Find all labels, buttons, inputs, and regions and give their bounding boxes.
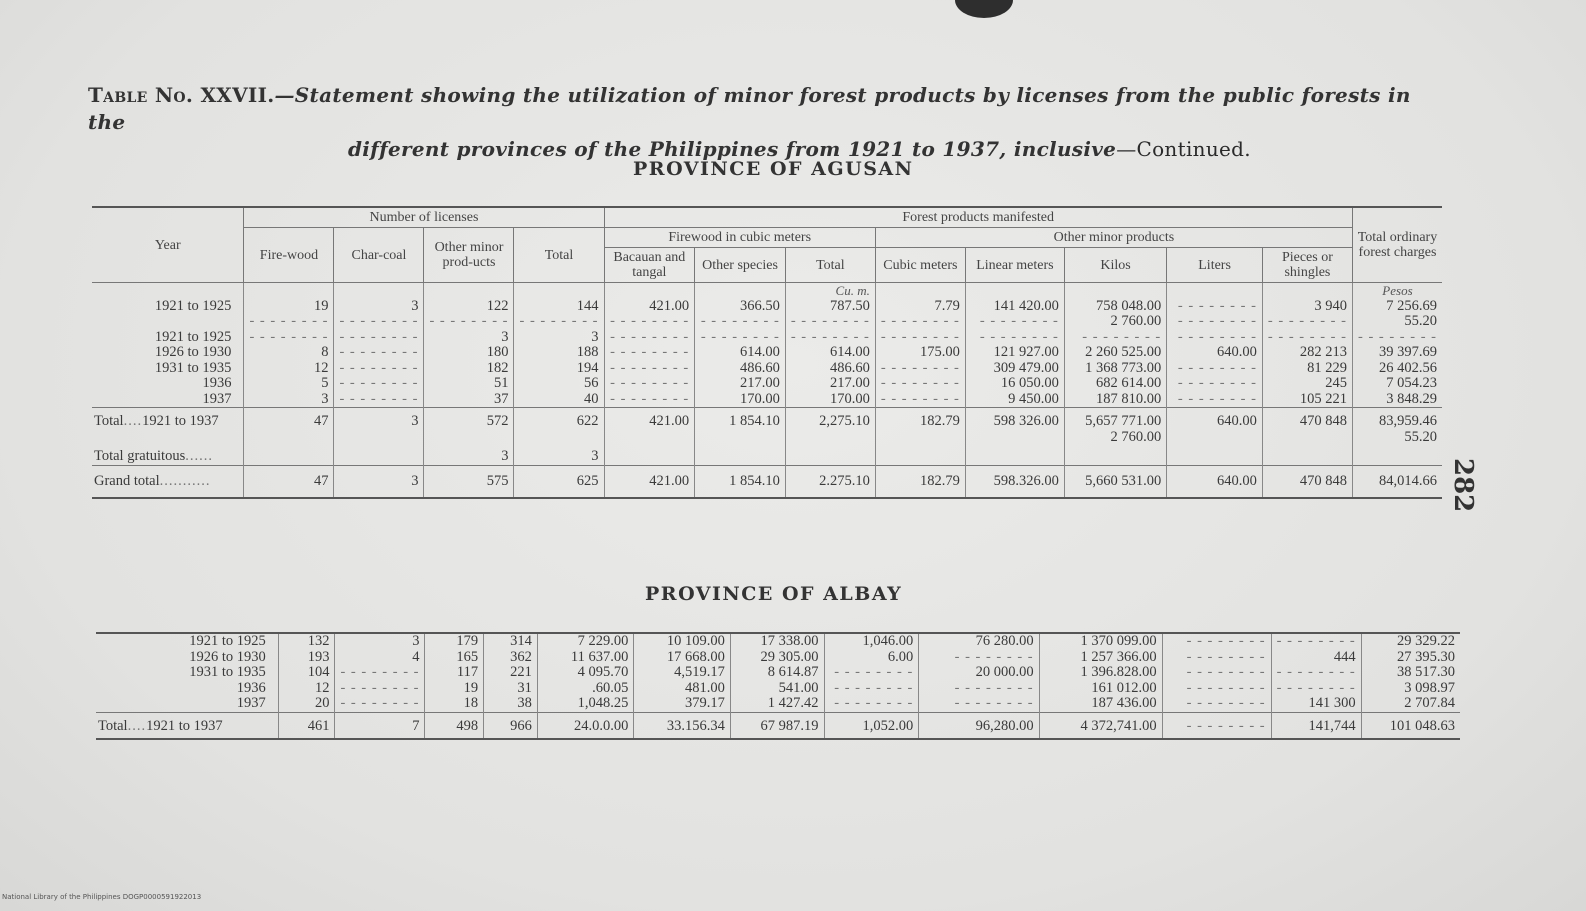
agusan-table <box>92 206 1442 499</box>
albay-totals <box>96 712 1460 739</box>
col-charcoal: Char-coal <box>334 228 424 283</box>
agusan-cell: 121 927.00 <box>965 345 1064 361</box>
agusan-cell: - - - - - - - - <box>334 376 424 392</box>
albay-total-cell: 1,052.00 <box>824 712 919 739</box>
albay-total-years: 1921 to 1937 <box>146 717 223 734</box>
albay-cell: 132 <box>278 633 335 650</box>
agusan-cell: 758 048.00 <box>1064 299 1166 315</box>
agusan-cell: 3 <box>514 330 604 346</box>
albay-cell: 141 300 <box>1271 696 1361 712</box>
agusan-year-cell: 1926 to 1930 <box>154 344 232 360</box>
agusan-cell: 2 760.00 <box>1064 314 1166 330</box>
albay-row <box>96 650 1460 666</box>
grand-cell: 640.00 <box>1167 465 1263 498</box>
albay-cell: 2 707.84 <box>1361 696 1460 712</box>
col-firewood-cubic: Firewood in cubic meters <box>604 228 875 248</box>
agusan-cell: - - - - - - - - <box>965 314 1064 330</box>
total-charges-extra: 55.20 <box>1404 428 1437 445</box>
agusan-cell: 8 <box>244 345 334 361</box>
albay-total-cell: 96,280.00 <box>919 712 1039 739</box>
albay-cell: 27 395.30 <box>1361 650 1460 666</box>
albay-cell: 19 <box>425 681 484 697</box>
agusan-row <box>92 299 1442 315</box>
gratuitous-cell: 3 <box>424 449 514 465</box>
agusan-cell: - - - - - - - - <box>604 376 695 392</box>
albay-cell: 187 436.00 <box>1039 696 1162 712</box>
agusan-cell: 217.00 <box>695 376 786 392</box>
grand-cell: 421.00 <box>604 465 695 498</box>
agusan-cell: - - - - - - - - <box>875 376 965 392</box>
agusan-cell: 3 848.29 <box>1352 392 1442 408</box>
albay-cell: 1,048.25 <box>537 696 633 712</box>
albay-total-cell: 7 <box>335 712 425 739</box>
agusan-cell: - - - - - - - - <box>334 345 424 361</box>
albay-total-cell: 461 <box>278 712 335 739</box>
albay-cell: 314 <box>484 633 538 650</box>
agusan-cell: 787.50 <box>785 299 875 315</box>
albay-cell: 362 <box>484 650 538 666</box>
col-pieces: Pieces or shingles <box>1262 248 1352 283</box>
agusan-cell: 187 810.00 <box>1064 392 1166 408</box>
agusan-cell: - - - - - - - - <box>1352 330 1442 346</box>
albay-cell: 17 668.00 <box>634 650 731 666</box>
agusan-row <box>92 314 1442 330</box>
albay-rows <box>96 633 1460 712</box>
albay-cell: - - - - - - - - <box>1162 665 1271 681</box>
col-cubic-meters: Cubic meters <box>875 248 965 283</box>
agusan-cell: - - - - - - - - <box>334 330 424 346</box>
albay-cell: 31 <box>484 681 538 697</box>
albay-cell: 29 329.22 <box>1361 633 1460 650</box>
albay-year-cell: 1937 <box>236 695 266 711</box>
agusan-cell: 3 <box>244 392 334 408</box>
agusan-cell: 188 <box>514 345 604 361</box>
agusan-cell: - - - - - - - - <box>604 330 695 346</box>
agusan-year-cell: 1921 to 1925 <box>154 297 232 314</box>
agusan-cell: 105 221 <box>1262 392 1352 408</box>
unit-cubic-meters: Cu. m. <box>785 283 875 299</box>
albay-cell: 18 <box>425 696 484 712</box>
grand-cell: 598.326.00 <box>965 465 1064 498</box>
total-cell: 1 854.10 <box>695 408 786 450</box>
albay-cell: - - - - - - - - <box>1162 696 1271 712</box>
agusan-cell: - - - - - - - - <box>604 314 695 330</box>
albay-cell: 76 280.00 <box>919 633 1039 650</box>
albay-row <box>96 681 1460 697</box>
col-liters: Liters <box>1167 248 1263 283</box>
albay-cell: 104 <box>278 665 335 681</box>
albay-cell: - - - - - - - - <box>919 650 1039 666</box>
grand-cell: 5,660 531.00 <box>1064 465 1166 498</box>
albay-cell: 8 614.87 <box>730 665 824 681</box>
albay-cell: 20 <box>278 696 335 712</box>
albay-cell: 444 <box>1271 650 1361 666</box>
total-cell: 421.00 <box>604 408 695 450</box>
albay-cell: 38 <box>484 696 538 712</box>
agusan-cell: 40 <box>514 392 604 408</box>
albay-cell: 117 <box>425 665 484 681</box>
agusan-cell: 5 <box>244 376 334 392</box>
units-row <box>92 283 1442 299</box>
albay-total-row <box>96 712 1460 739</box>
col-kilos: Kilos <box>1064 248 1166 283</box>
albay-total-cell: 67 987.19 <box>730 712 824 739</box>
albay-cell: 29 305.00 <box>730 650 824 666</box>
agusan-year-cell: 1936 <box>202 375 232 391</box>
col-forest-products: Forest products manifested <box>604 207 1352 228</box>
agusan-cell: - - - - - - - - <box>334 314 424 330</box>
total-kilos-extra: 2 760.00 <box>1110 428 1162 445</box>
albay-row <box>96 633 1460 650</box>
col-bacauan: Bacauan and tangal <box>604 248 695 283</box>
albay-cell: - - - - - - - - <box>824 681 919 697</box>
agusan-cell: 175.00 <box>875 345 965 361</box>
gratuitous-cell: 3 <box>514 449 604 465</box>
total-label <box>92 408 244 450</box>
agusan-row <box>92 392 1442 408</box>
albay-cell: 541.00 <box>730 681 824 697</box>
province-heading-albay: PROVINCE OF ALBAY <box>645 583 903 605</box>
agusan-cell: 19 <box>244 299 334 315</box>
agusan-cell: - - - - - - - - <box>604 392 695 408</box>
agusan-cell: - - - - - - - - <box>244 314 334 330</box>
table-caption-line2: different provinces of the Philippines from 1921 to 1937, inclusive <box>348 137 1117 161</box>
albay-table <box>96 632 1460 740</box>
albay-cell: 17 338.00 <box>730 633 824 650</box>
agusan-cell: - - - - - - - - <box>1167 299 1263 315</box>
agusan-totals <box>92 408 1442 499</box>
albay-cell: 3 <box>335 633 425 650</box>
agusan-cell: 56 <box>514 376 604 392</box>
grand-cell: 47 <box>244 465 334 498</box>
agusan-cell: 81 229 <box>1262 361 1352 377</box>
total-cell: 622 <box>514 408 604 450</box>
agusan-cell: - - - - - - - - <box>1262 330 1352 346</box>
agusan-cell: - - - - - - - - <box>785 314 875 330</box>
albay-cell: - - - - - - - - <box>335 665 425 681</box>
albay-cell: - - - - - - - - <box>335 696 425 712</box>
gratuitous-dots: ...... <box>185 448 213 464</box>
albay-cell: 193 <box>278 650 335 666</box>
albay-cell: 165 <box>425 650 484 666</box>
province-heading-agusan: PROVINCE OF AGUSAN <box>633 158 914 180</box>
agusan-cell: - - - - - - - - <box>334 392 424 408</box>
grand-total-dots: ........... <box>159 472 211 489</box>
col-total-charges: Total ordinary forest charges <box>1352 207 1442 283</box>
albay-year-cell: 1936 <box>236 679 266 696</box>
albay-total-cell: 101 048.63 <box>1361 712 1460 739</box>
albay-year-cell: 1926 to 1930 <box>189 648 266 665</box>
agusan-cell: - - - - - - - - <box>1167 361 1263 377</box>
agusan-cell: 122 <box>424 299 514 315</box>
unit-pesos: Pesos <box>1352 283 1442 299</box>
gratuitous-cell <box>244 449 334 465</box>
agusan-body <box>92 283 1442 299</box>
albay-cell: 10 109.00 <box>634 633 731 650</box>
total-cell: 3 <box>334 408 424 450</box>
total-cell: 572 <box>424 408 514 450</box>
albay-cell: 179 <box>425 633 484 650</box>
total-label-text: Total <box>94 413 124 429</box>
albay-total-label <box>96 712 278 739</box>
albay-cell: 20 000.00 <box>919 665 1039 681</box>
agusan-cell: - - - - - - - - <box>424 314 514 330</box>
col-total-licenses: Total <box>514 228 604 283</box>
grand-cell: 84,014.66 <box>1352 465 1442 498</box>
agusan-cell: - - - - - - - - <box>604 345 695 361</box>
agusan-cell: 12 <box>244 361 334 377</box>
agusan-cell: 55.20 <box>1352 314 1442 330</box>
agusan-cell: 182 <box>424 361 514 377</box>
agusan-row <box>92 345 1442 361</box>
agusan-cell: - - - - - - - - <box>1167 392 1263 408</box>
col-firewood: Fire-wood <box>244 228 334 283</box>
albay-cell: 1,046.00 <box>824 633 919 650</box>
total-cell: 182.79 <box>875 408 965 450</box>
agusan-cell: 144 <box>514 299 604 315</box>
agusan-grand-total-row <box>92 465 1442 498</box>
agusan-row <box>92 361 1442 377</box>
grand-cell: 625 <box>514 465 604 498</box>
albay-cell: - - - - - - - - <box>1271 633 1361 650</box>
col-other-species: Other species <box>695 248 786 283</box>
table-caption: —Statement showing the utilization of minor forest products by licenses from the public forests in the <box>88 83 1411 134</box>
agusan-cell: 3 940 <box>1262 299 1352 315</box>
agusan-cell: 217.00 <box>785 376 875 392</box>
albay-year-cell: 1931 to 1935 <box>189 664 266 680</box>
agusan-cell: - - - - - - - - <box>604 361 695 377</box>
gratuitous-cell <box>334 449 424 465</box>
albay-cell: - - - - - - - - <box>824 665 919 681</box>
albay-cell: 1 427.42 <box>730 696 824 712</box>
agusan-cell: - - - - - - - - <box>1167 376 1263 392</box>
agusan-gratuitous-row <box>92 449 1442 465</box>
albay-cell: - - - - - - - - <box>1162 633 1271 650</box>
agusan-year-cell: 1931 to 1935 <box>154 359 232 376</box>
albay-cell: 38 517.30 <box>1361 665 1460 681</box>
agusan-cell: 366.50 <box>695 299 786 315</box>
albay-total-dots: .... <box>127 717 147 734</box>
albay-cell: 11 637.00 <box>537 650 633 666</box>
albay-cell: 1 257 366.00 <box>1039 650 1162 666</box>
agusan-cell: 7 256.69 <box>1352 299 1442 315</box>
albay-cell: 1 396.828.00 <box>1039 665 1162 681</box>
albay-cell: 4,519.17 <box>634 665 731 681</box>
table-label: Table No. XXVII. <box>88 83 275 107</box>
agusan-cell: 640.00 <box>1167 345 1263 361</box>
albay-cell: - - - - - - - - <box>335 681 425 697</box>
agusan-year-cell: 1921 to 1925 <box>154 328 232 345</box>
agusan-cell: - - - - - - - - <box>875 392 965 408</box>
grand-cell: 1 854.10 <box>695 465 786 498</box>
albay-cell: 1 370 099.00 <box>1039 633 1162 650</box>
agusan-cell: 245 <box>1262 376 1352 392</box>
albay-cell: 7 229.00 <box>537 633 633 650</box>
col-other-minor-products: Other minor products <box>875 228 1352 248</box>
albay-cell: 6.00 <box>824 650 919 666</box>
agusan-cell: 682 614.00 <box>1064 376 1166 392</box>
albay-total-cell: 966 <box>484 712 538 739</box>
agusan-cell: 614.00 <box>785 345 875 361</box>
agusan-cell: - - - - - - - - <box>244 330 334 346</box>
grand-cell: 3 <box>334 465 424 498</box>
agusan-cell: - - - - - - - - <box>514 314 604 330</box>
agusan-year-cell: 1937 <box>202 390 232 407</box>
agusan-row <box>92 330 1442 346</box>
albay-cell: - - - - - - - - <box>919 681 1039 697</box>
agusan-cell: 2 260 525.00 <box>1064 345 1166 361</box>
agusan-cell: 7 054.23 <box>1352 376 1442 392</box>
total-years: 1921 to 1937 <box>142 413 219 429</box>
agusan-cell: - - - - - - - - <box>1262 314 1352 330</box>
albay-cell: 221 <box>484 665 538 681</box>
agusan-cell: - - - - - - - - <box>1167 314 1263 330</box>
total-cell: 470 848 <box>1262 408 1352 450</box>
ink-blot <box>955 0 1013 18</box>
albay-cell: 3 098.97 <box>1361 681 1460 697</box>
total-cell: 640.00 <box>1167 408 1263 450</box>
agusan-total-row <box>92 408 1442 450</box>
agusan-cell: 39 397.69 <box>1352 345 1442 361</box>
albay-cell: - - - - - - - - <box>1162 650 1271 666</box>
total-kilos: 5,657 771.00 <box>1085 413 1162 429</box>
grand-cell: 182.79 <box>875 465 965 498</box>
albay-cell: - - - - - - - - <box>919 696 1039 712</box>
agusan-cell: 282 213 <box>1262 345 1352 361</box>
total-cell: 2,275.10 <box>785 408 875 450</box>
agusan-cell: 51 <box>424 376 514 392</box>
col-other-minor: Other minor prod-ucts <box>424 228 514 283</box>
col-year: Year <box>92 207 244 283</box>
albay-cell: - - - - - - - - <box>1162 681 1271 697</box>
agusan-cell: 3 <box>424 330 514 346</box>
agusan-cell: 26 402.56 <box>1352 361 1442 377</box>
col-firewood-total: Total <box>785 248 875 283</box>
albay-year-cell: 1921 to 1925 <box>189 633 266 649</box>
albay-total-cell: 24.0.0.00 <box>537 712 633 739</box>
col-number-of-licenses: Number of licenses <box>244 207 604 228</box>
total-charges: 83,959.46 <box>1379 413 1437 429</box>
table-title <box>88 82 1448 163</box>
agusan-cell: - - - - - - - - <box>695 330 786 346</box>
agusan-cell: - - - - - - - - <box>334 361 424 377</box>
col-linear-meters: Linear meters <box>965 248 1064 283</box>
albay-cell: - - - - - - - - <box>1271 681 1361 697</box>
agusan-cell: 309 479.00 <box>965 361 1064 377</box>
agusan-rows <box>92 299 1442 408</box>
albay-row <box>96 696 1460 712</box>
albay-total-liters-dots: - - - - - - - - <box>1186 717 1266 734</box>
agusan-cell: 486.60 <box>695 361 786 377</box>
agusan-cell: 486.60 <box>785 361 875 377</box>
footer-credit: National Library of the Philippines DOGP0000591922013 <box>2 893 202 901</box>
total-cell: 598 326.00 <box>965 408 1064 450</box>
albay-cell: 161 012.00 <box>1039 681 1162 697</box>
albay-cell: 481.00 <box>634 681 731 697</box>
agusan-cell: - - - - - - - - <box>785 330 875 346</box>
grand-cell: 575 <box>424 465 514 498</box>
agusan-cell: 141 420.00 <box>965 299 1064 315</box>
agusan-cell: 614.00 <box>695 345 786 361</box>
agusan-cell: - - - - - - - - <box>1064 330 1166 346</box>
grand-total-text: Grand total <box>94 472 160 489</box>
gratuitous-label-text: Total gratuitous <box>94 448 186 464</box>
albay-total-text: Total <box>98 717 128 734</box>
grand-cell: 2.275.10 <box>785 465 875 498</box>
agusan-cell: 16 050.00 <box>965 376 1064 392</box>
albay-cell: - - - - - - - - <box>824 696 919 712</box>
total-cell: 47 <box>244 408 334 450</box>
agusan-row <box>92 376 1442 392</box>
albay-total-cell: 33.156.34 <box>634 712 731 739</box>
agusan-cell: 3 <box>334 299 424 315</box>
total-cell-kilos <box>1064 408 1166 450</box>
agusan-cell: 170.00 <box>695 392 786 408</box>
albay-cell: 12 <box>278 681 335 697</box>
agusan-cell: 194 <box>514 361 604 377</box>
page-number: 282 <box>1448 458 1478 513</box>
table-caption-suffix: —Continued. <box>1116 137 1251 161</box>
agusan-cell: - - - - - - - - <box>875 361 965 377</box>
albay-cell: 4 095.70 <box>537 665 633 681</box>
agusan-year-cell <box>92 314 244 330</box>
albay-row <box>96 665 1460 681</box>
agusan-cell: - - - - - - - - <box>875 314 965 330</box>
agusan-cell: 9 450.00 <box>965 392 1064 408</box>
albay-total-cell: 141,744 <box>1271 712 1361 739</box>
grand-total-label <box>92 465 244 498</box>
albay-total-cell: 4 372,741.00 <box>1039 712 1162 739</box>
agusan-cell: - - - - - - - - <box>965 330 1064 346</box>
albay-cell: - - - - - - - - <box>1271 665 1361 681</box>
agusan-cell: - - - - - - - - <box>695 314 786 330</box>
total-cell-charges <box>1352 408 1442 450</box>
gratuitous-label <box>92 449 244 465</box>
grand-cell: 470 848 <box>1262 465 1352 498</box>
albay-cell: 4 <box>335 650 425 666</box>
albay-total-cell-liters <box>1162 712 1271 739</box>
agusan-cell: 7.79 <box>875 299 965 315</box>
agusan-cell: 421.00 <box>604 299 695 315</box>
total-label-dots: .... <box>123 413 143 429</box>
albay-cell: .60.05 <box>537 681 633 697</box>
agusan-cell: 1 368 773.00 <box>1064 361 1166 377</box>
agusan-cell: 180 <box>424 345 514 361</box>
agusan-cell: - - - - - - - - <box>1167 330 1263 346</box>
agusan-cell: 170.00 <box>785 392 875 408</box>
agusan-cell: 37 <box>424 392 514 408</box>
agusan-cell: - - - - - - - - <box>875 330 965 346</box>
albay-cell: 379.17 <box>634 696 731 712</box>
albay-total-cell: 498 <box>425 712 484 739</box>
